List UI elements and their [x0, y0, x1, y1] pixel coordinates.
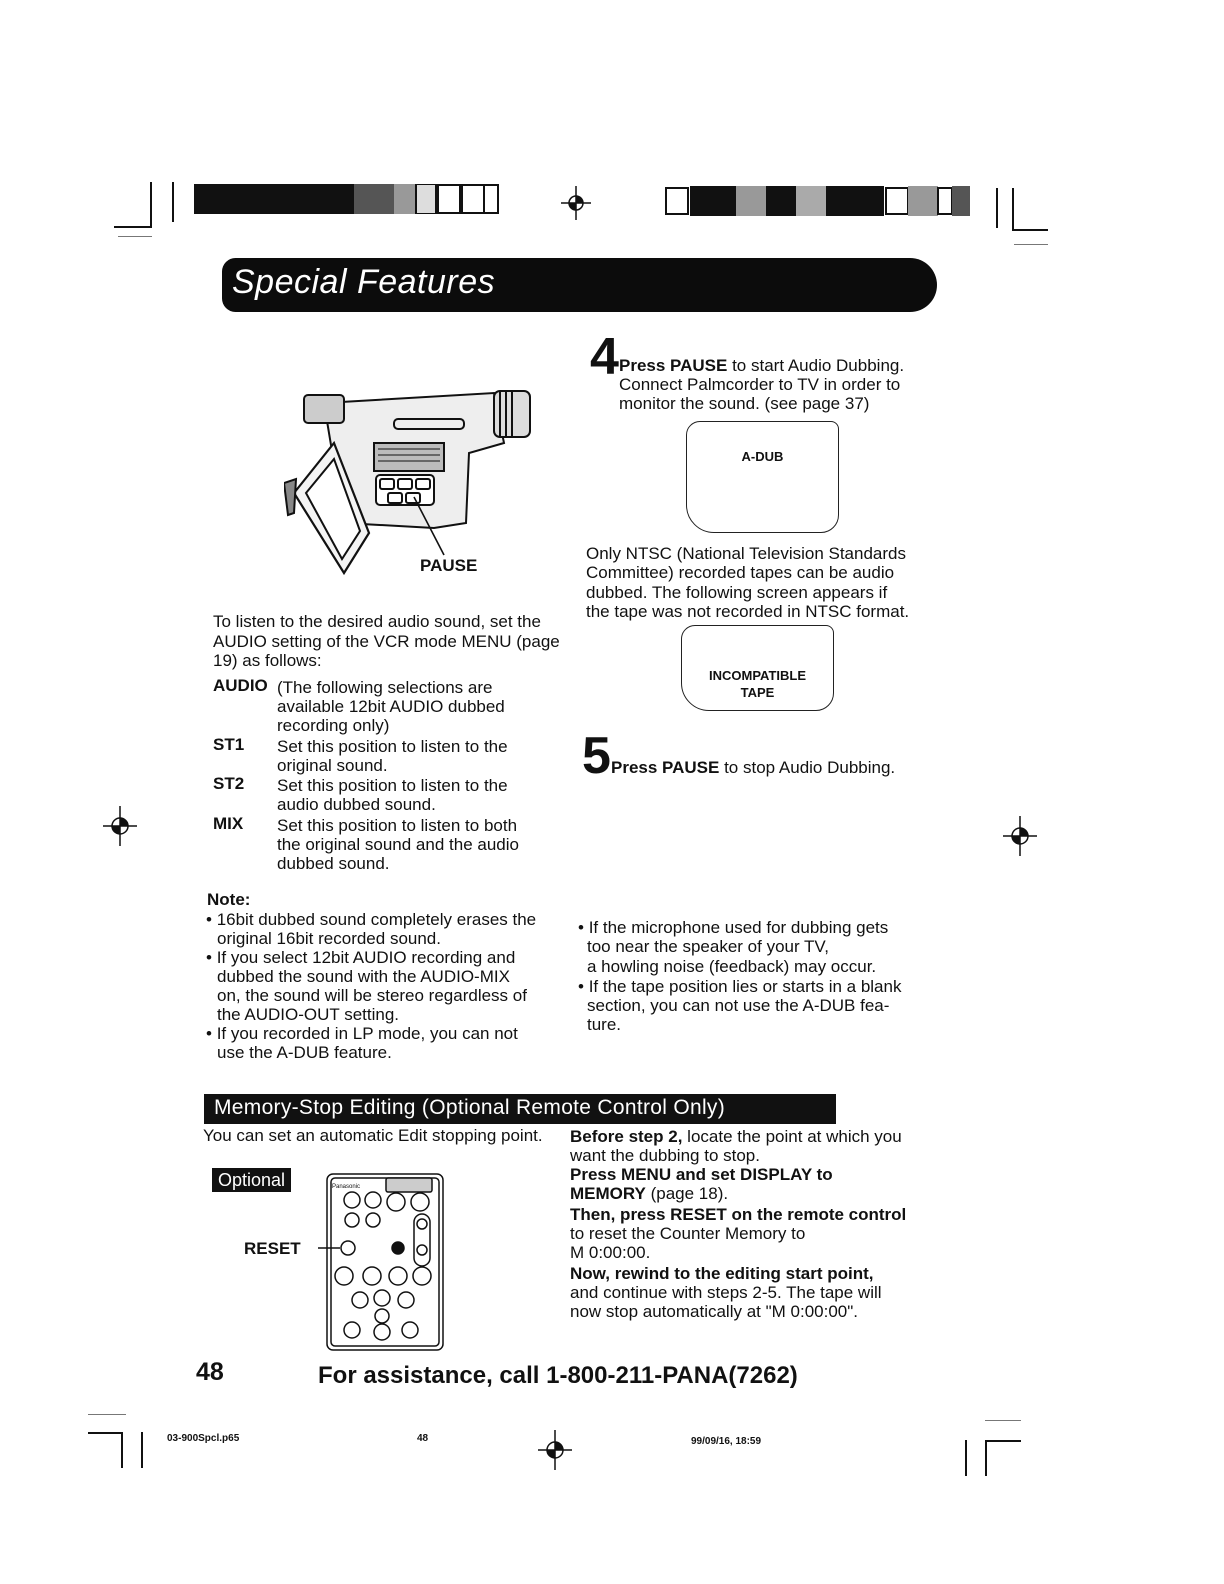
memory-step-bold: Press MENU and set DISPLAY to [570, 1165, 833, 1184]
remote-brand-text: Panasonic [332, 1184, 361, 1190]
audio-term: AUDIO [213, 676, 268, 695]
step-5-line [611, 758, 895, 778]
note-bullet-line: • If you select 12bit AUDIO recording and [206, 948, 516, 967]
note-bullet-line: • If you recorded in LP mode, you can not [206, 1024, 518, 1043]
audio-desc-line: (The following selections are [277, 678, 493, 697]
note-bullet-line: dubbed the sound with the AUDIO-MIX [217, 967, 510, 986]
memory-step-bold: Then, press RESET on the remote control [570, 1205, 907, 1224]
crosshair-mark-top [561, 186, 591, 220]
audio-desc-line: recording only) [277, 716, 390, 735]
note-text: If the tape position lies or starts in a blank [588, 977, 902, 996]
note-heading: Note: [207, 890, 251, 909]
ntsc-line: dubbed. The following screen appears if [586, 583, 888, 602]
memory-step-line [570, 1146, 760, 1166]
note-text: If you select 12bit AUDIO recording and [216, 948, 516, 967]
memory-step-line [570, 1184, 728, 1204]
ntsc-line: Committee) recorded tapes can be audio [586, 563, 895, 582]
step-4-line3: monitor the sound. (see page 37) [619, 394, 870, 413]
memory-step-text: M 0:00:00. [570, 1243, 651, 1262]
note-bullet-line: a howling noise (feedback) may occur. [587, 957, 877, 976]
memory-step-line [570, 1224, 805, 1244]
incompatible-screen-line2: TAPE [740, 685, 775, 700]
crosshair-mark-left [103, 806, 137, 846]
st1-term: ST1 [213, 735, 245, 754]
mix-term: MIX [213, 814, 244, 833]
audio-desc-line: Set this position to listen to both [277, 816, 518, 835]
step-4-line1 [619, 356, 904, 376]
audio-desc-line: audio dubbed sound. [277, 795, 436, 814]
page-title: Special Features [232, 263, 496, 301]
memory-step-text: want the dubbing to stop. [570, 1146, 760, 1165]
audio-desc-line: available 12bit AUDIO dubbed [277, 697, 505, 716]
note-bullet-line: • If the microphone used for dubbing gets [578, 918, 889, 937]
audio-desc-line: Set this position to listen to the [277, 737, 508, 756]
audio-desc-line: original sound. [277, 756, 388, 775]
memory-step-line [570, 1127, 902, 1147]
memory-step-text: to reset the Counter Memory to [570, 1224, 806, 1243]
density-bar-left [194, 184, 500, 214]
pause-callout-label: PAUSE [420, 556, 478, 575]
note-text: 16bit dubbed sound completely erases the [216, 910, 537, 929]
print-page-number: 48 [417, 1433, 429, 1444]
note-bullet-line: the AUDIO-OUT setting. [217, 1005, 400, 1024]
note-bullet-line: section, you can not use the A-DUB fea- [587, 996, 890, 1015]
memory-step-line [570, 1264, 873, 1284]
memory-step-text: locate the point at which you [682, 1127, 902, 1146]
memory-step-line [570, 1165, 833, 1185]
note-bullet-line: original 16bit recorded sound. [217, 929, 441, 948]
page-number: 48 [196, 1358, 224, 1386]
remote-control-illustration [318, 1172, 448, 1352]
note-bullet-line: ture. [587, 1015, 622, 1034]
note-bullet-line: too near the speaker of your TV, [587, 937, 829, 956]
step-4-text: to start Audio Dubbing. [727, 356, 905, 375]
memory-step-text: now stop automatically at "M 0:00:00". [570, 1302, 858, 1321]
memory-stop-intro: You can set an automatic Edit stopping point. [203, 1126, 543, 1145]
audio-desc-line: the original sound and the audio [277, 835, 519, 854]
note-bullet-line: • 16bit dubbed sound completely erases the [206, 910, 537, 929]
memory-step-line [570, 1302, 858, 1322]
print-file-name: 03-900Spcl.p65 [167, 1433, 240, 1444]
memory-step-line [570, 1283, 882, 1303]
step-5-number: 5 [582, 727, 611, 785]
step-4-bold: Press PAUSE [619, 356, 728, 375]
audio-intro-paragraph: To listen to the desired audio sound, set the AUDIO setting of the VCR mode MENU (page 19) as follows: [213, 612, 560, 670]
step-4-number: 4 [590, 328, 619, 386]
memory-step-text: and continue with steps 2-5. The tape will [570, 1283, 882, 1302]
step-5-bold: Press PAUSE [611, 758, 720, 777]
reset-callout-label: RESET [244, 1239, 301, 1258]
incompatible-tape-screen [681, 625, 834, 711]
note-bullet-line: use the A-DUB feature. [217, 1043, 392, 1062]
print-timestamp: 99/09/16, 18:59 [691, 1436, 762, 1447]
note-text: If you recorded in LP mode, you can not [216, 1024, 518, 1043]
camcorder-illustration [284, 383, 534, 583]
assistance-line: For assistance, call 1-800-211-PANA(7262) [318, 1362, 798, 1389]
crosshair-mark-bottom [538, 1430, 572, 1470]
memory-stop-title: Memory-Stop Editing (Optional Remote Control Only) [214, 1096, 726, 1119]
note-text: If the microphone used for dubbing gets [588, 918, 889, 937]
step-4-line2: Connect Palmcorder to TV in order to [619, 375, 901, 394]
memory-step-line [570, 1243, 650, 1263]
note-bullet-line: on, the sound will be stereo regardless of [217, 986, 527, 1005]
memory-step-bold: MEMORY [570, 1184, 646, 1203]
audio-desc-line: Set this position to listen to the [277, 776, 508, 795]
memory-step-text: (page 18). [645, 1184, 729, 1203]
ntsc-line: the tape was not recorded in NTSC format. [586, 602, 910, 621]
st2-term: ST2 [213, 774, 245, 793]
crosshair-mark-right [1003, 816, 1037, 856]
incompatible-screen-line1: INCOMPATIBLE [708, 668, 806, 683]
memory-step-bold: Now, rewind to the editing start point, [570, 1264, 874, 1283]
audio-desc-line: dubbed sound. [277, 854, 390, 873]
step-5-text: to stop Audio Dubbing. [719, 758, 896, 777]
note-bullet-line: • If the tape position lies or starts in a blank [578, 977, 902, 996]
a-dub-screen [686, 421, 839, 533]
memory-step-line [570, 1205, 906, 1225]
density-bar-right [664, 186, 970, 216]
ntsc-line: Only NTSC (National Television Standards [586, 544, 906, 563]
optional-badge: Optional [212, 1168, 291, 1192]
a-dub-screen-text: A-DUB [741, 449, 784, 464]
memory-step-bold: Before step 2, [570, 1127, 683, 1146]
